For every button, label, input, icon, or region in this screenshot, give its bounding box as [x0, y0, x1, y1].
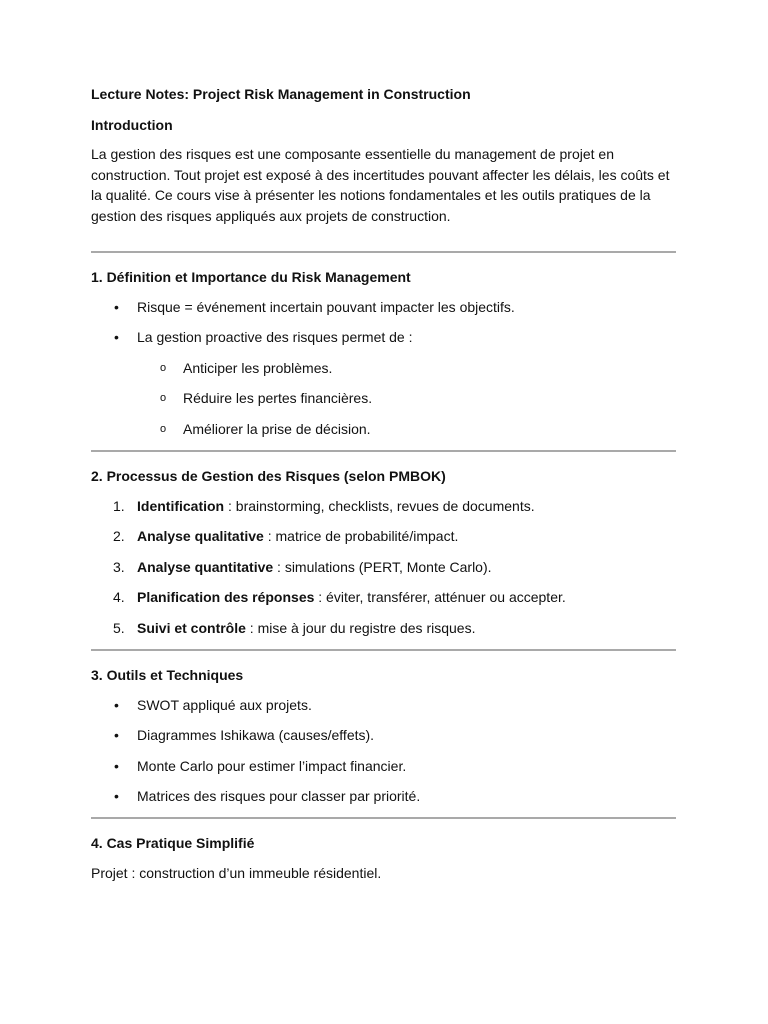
section-separator [91, 817, 676, 819]
circle-bullet-icon: o [160, 392, 167, 405]
step-description: : mise à jour du registre des risques. [245, 619, 476, 636]
sub-list-item [91, 358, 676, 378]
intro-heading: Introduction [91, 117, 173, 133]
list-item [91, 695, 676, 715]
list-item [91, 297, 676, 317]
list-item [91, 327, 676, 347]
step-description: : simulations (PERT, Monte Carlo). [273, 558, 492, 575]
circle-bullet-icon: o [160, 422, 167, 435]
sub-list-item [91, 419, 676, 439]
section-separator [91, 649, 676, 651]
list-number: 1. [113, 497, 125, 514]
bullet-icon: • [114, 329, 119, 346]
list-item-text: Risque = événement incertain pouvant impacter les objectifs. [137, 298, 515, 315]
bullet-icon: • [114, 298, 119, 315]
bullet-icon: • [114, 696, 119, 713]
section3-heading: 3. Outils et Techniques [91, 666, 244, 683]
step-term: Identification [137, 497, 225, 514]
step-description: : matrice de probabilité/impact. [263, 528, 459, 545]
section-separator [91, 450, 676, 452]
list-number: 5. [113, 619, 125, 636]
section1-heading: 1. Définition et Importance du Risk Management [91, 268, 411, 285]
list-item [91, 725, 676, 745]
list-item-text: SWOT appliqué aux projets. [137, 696, 312, 713]
bullet-icon: • [114, 757, 119, 774]
list-item [91, 496, 676, 516]
step-term: Suivi et contrôle [137, 619, 246, 636]
section2-numbered-list [91, 496, 676, 638]
list-item [91, 786, 676, 806]
list-item [91, 526, 676, 546]
section3-bullet-list [91, 695, 676, 807]
list-item [91, 756, 676, 776]
document-title: Lecture Notes: Project Risk Management in Construction [91, 86, 471, 102]
bullet-icon: • [114, 788, 119, 805]
list-item-text: La gestion proactive des risques permet de : [137, 329, 413, 346]
list-item-text: Réduire les pertes financières. [183, 390, 373, 407]
list-item [91, 587, 676, 607]
list-item-text: Anticiper les problèmes. [183, 359, 333, 376]
step-term: Analyse quantitative [137, 558, 274, 575]
list-number: 2. [113, 528, 125, 545]
list-item-text: Matrices des risques pour classer par priorité. [137, 788, 421, 805]
section-separator [91, 251, 676, 253]
list-item [91, 557, 676, 577]
step-description: : éviter, transférer, atténuer ou accepter. [314, 589, 566, 606]
document-body [91, 84, 676, 884]
sub-list-item [91, 388, 676, 408]
list-number: 3. [113, 558, 125, 575]
intro-paragraph: La gestion des risques est une composante essentielle du management de projet en construction. Tout projet est exposé à des incertitudes pouvant affecter les délais, les coûts et la qualité. Ce cours vise à présenter les notions fondamentales et les outils pratiques de la gestion des risques appliqués aux projets de construction. [91, 146, 670, 225]
circle-bullet-icon: o [160, 361, 167, 374]
list-item-text: Diagrammes Ishikawa (causes/effets). [137, 727, 375, 744]
bullet-icon: • [114, 727, 119, 744]
list-item [91, 618, 676, 638]
list-item-text: Monte Carlo pour estimer l’impact financier. [137, 757, 407, 774]
step-term: Analyse qualitative [137, 528, 264, 545]
list-number: 4. [113, 589, 125, 606]
section1-bullet-list [91, 297, 676, 439]
step-description: : brainstorming, checklists, revues de documents. [224, 497, 535, 514]
step-term: Planification des réponses [137, 589, 315, 606]
section4-heading: 4. Cas Pratique Simplifié [91, 835, 255, 852]
section2-heading: 2. Processus de Gestion des Risques (selon PMBOK) [91, 467, 446, 484]
section4-paragraph: Projet : construction d’un immeuble résidentiel. [91, 865, 382, 882]
list-item-text: Améliorer la prise de décision. [183, 420, 371, 437]
